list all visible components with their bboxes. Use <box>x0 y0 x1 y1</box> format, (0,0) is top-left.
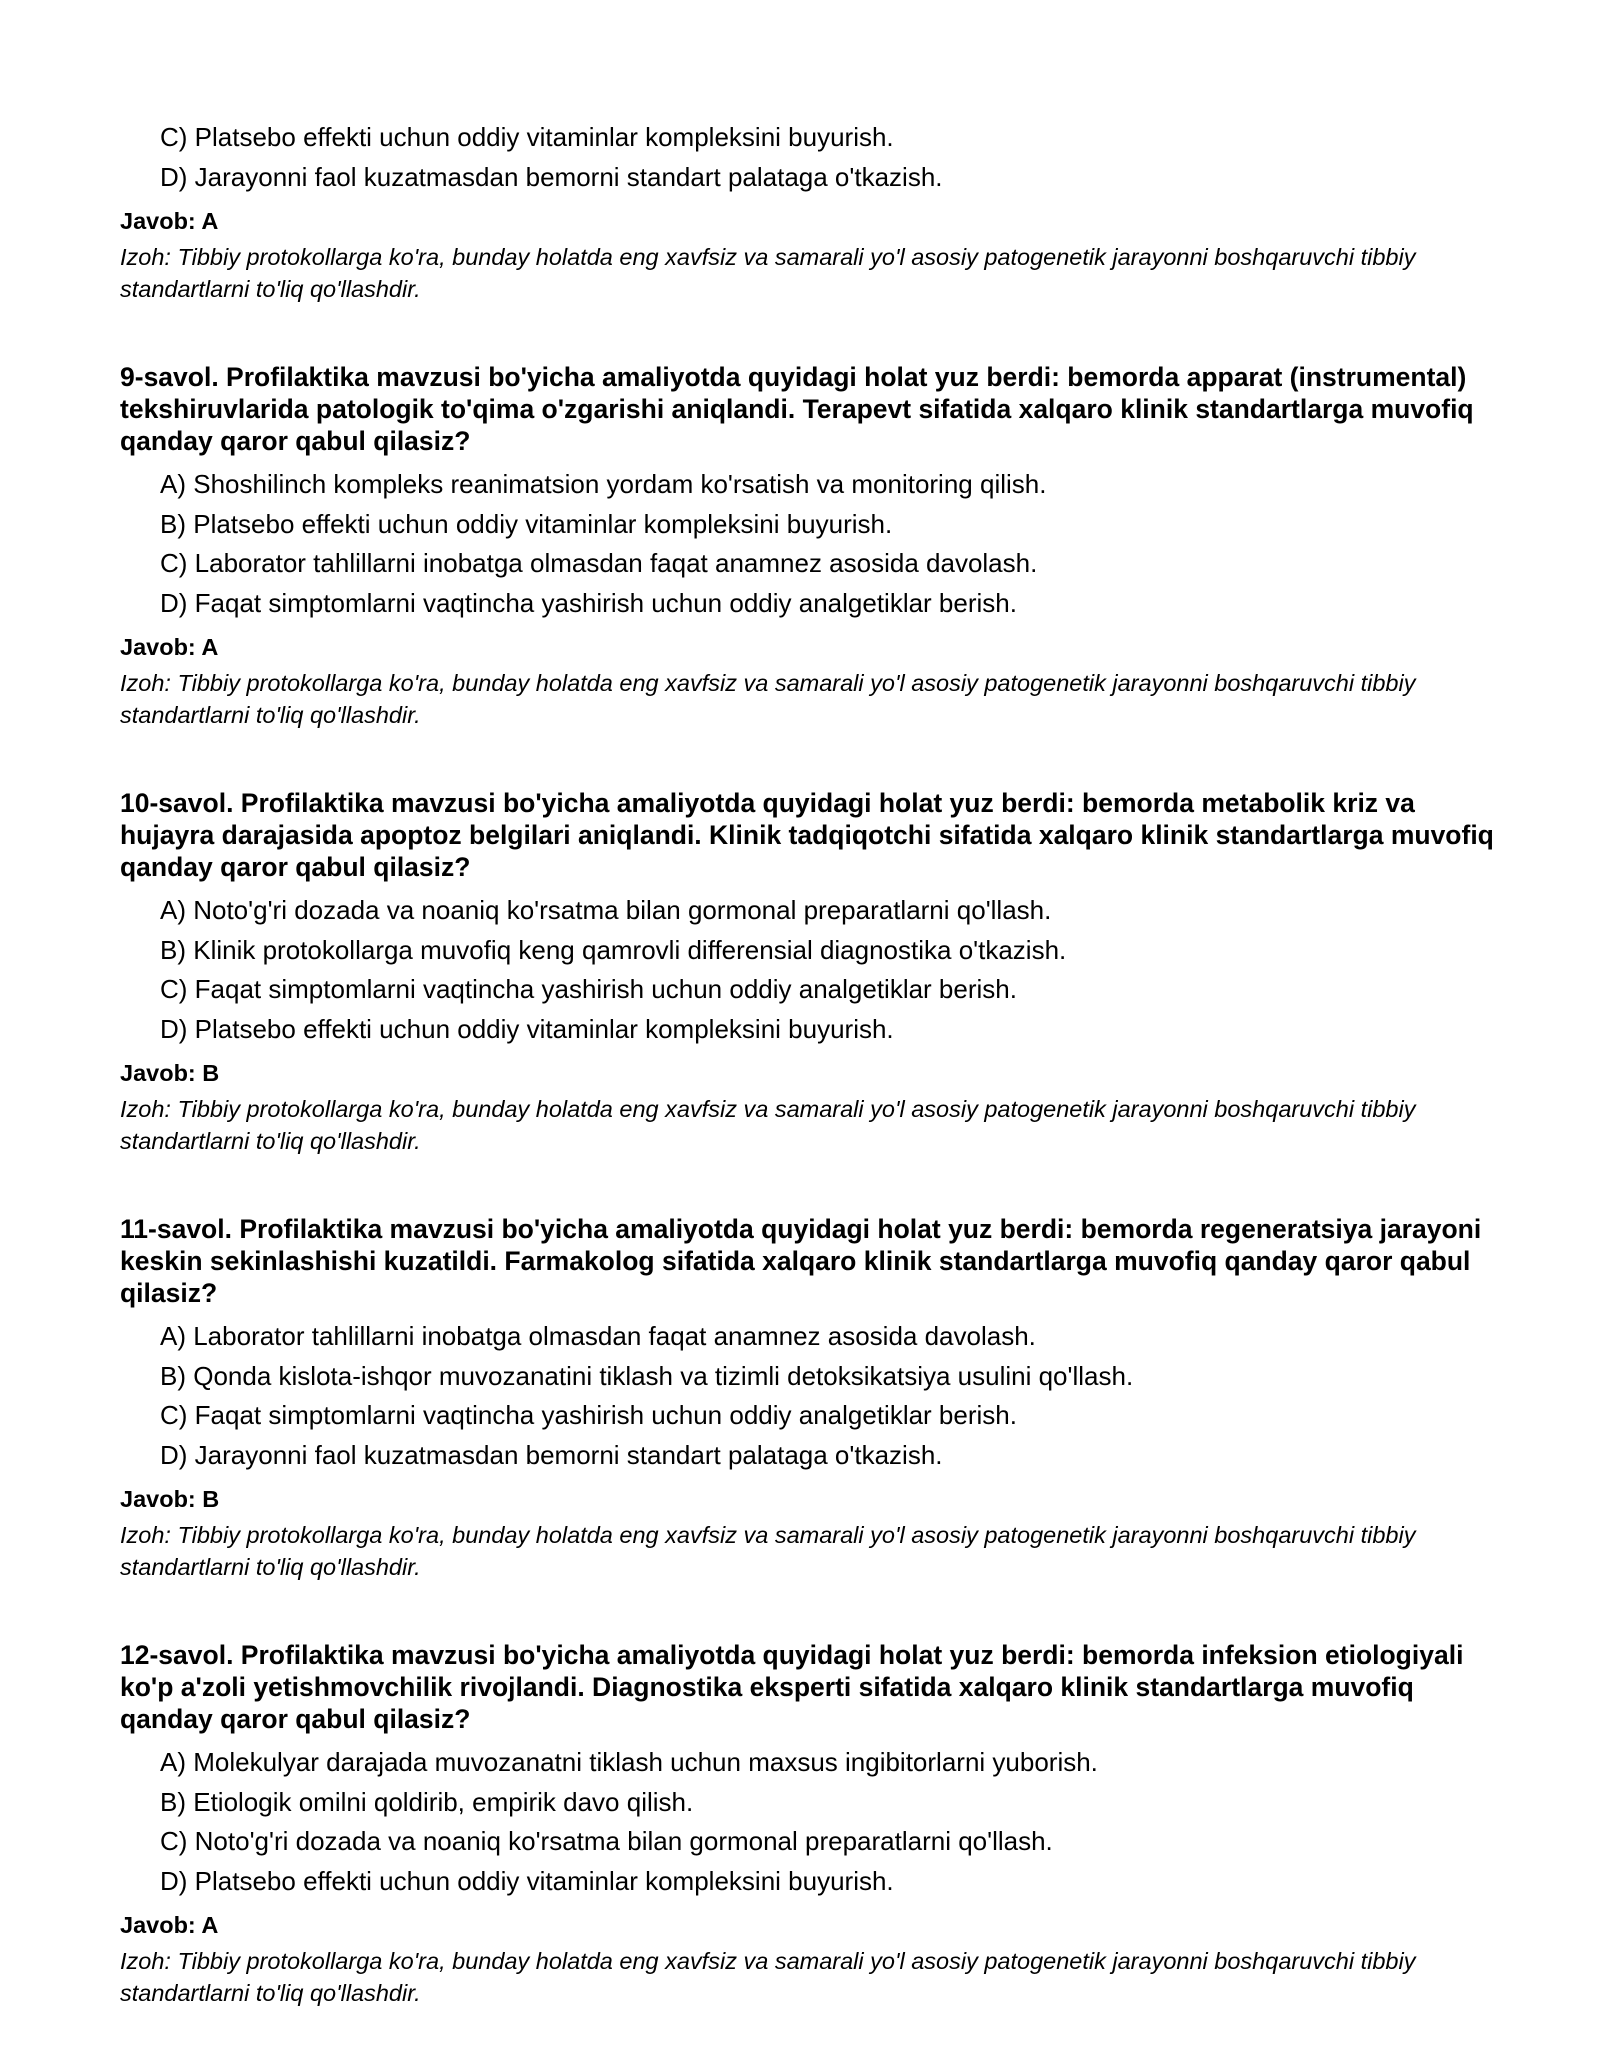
option-b: B) Platsebo effekti uchun oddiy vitaminlar kompleksini buyurish. <box>160 508 893 539</box>
answer-label: Javob: A <box>120 634 219 660</box>
option-a: A) Molekulyar darajada muvozanatni tiklash uchun maxsus ingibitorlarni yuborish. <box>160 1747 1098 1777</box>
explanation-text: Izoh: Tibbiy protokollarga ko'ra, bunday holatda eng xavfsiz va samarali yo'l asosiy patogenetik jarayonni boshqaruvchi tibbiy standartlarni to'liq qo'llashdir. <box>120 670 1416 728</box>
answer-label: Javob: A <box>120 1912 219 1938</box>
question-10 <box>120 787 1500 1157</box>
answer-label: Javob: A <box>120 208 219 234</box>
option-b: B) Etiologik omilni qoldirib, empirik davo qilish. <box>160 1786 694 1817</box>
document-page <box>120 118 1500 2009</box>
question-12 <box>120 1639 1500 2009</box>
option-b: B) Klinik protokollarga muvofiq keng qamrovli differensial diagnostika o'tkazish. <box>160 934 1067 965</box>
question-8-continuation <box>120 118 1500 305</box>
option-c: C) Faqat simptomlarni vaqtincha yashirish uchun oddiy analgetiklar berish. <box>160 1400 1017 1430</box>
option-c: C) Platsebo effekti uchun oddiy vitaminlar kompleksini buyurish. <box>160 122 894 152</box>
option-d: D) Jarayonni faol kuzatmasdan bemorni standart palataga o'tkazish. <box>160 1439 943 1470</box>
explanation-text: Izoh: Tibbiy protokollarga ko'ra, bunday holatda eng xavfsiz va samarali yo'l asosiy patogenetik jarayonni boshqaruvchi tibbiy standartlarni to'liq qo'llashdir. <box>120 1948 1416 2006</box>
option-d: D) Faqat simptomlarni vaqtincha yashirish uchun oddiy analgetiklar berish. <box>160 587 1017 618</box>
option-a: A) Noto'g'ri dozada va noaniq ko'rsatma bilan gormonal preparatlarni qo'llash. <box>160 895 1052 925</box>
question-text: 9-savol. Profilaktika mavzusi bo'yicha amaliyotda quyidagi holat yuz berdi: bemorda apparat (instrumental) tekshiruvlarida patologik to'qima o'zgarishi aniqlandi. Terapevt sifatida xalqaro klinik standartlarga muvofiq qanday qaror qabul qilasiz? <box>120 362 1474 456</box>
option-a: A) Laborator tahlillarni inobatga olmasdan faqat anamnez asosida davolash. <box>160 1321 1036 1351</box>
option-c: C) Faqat simptomlarni vaqtincha yashirish uchun oddiy analgetiklar berish. <box>160 974 1017 1004</box>
question-text: 12-savol. Profilaktika mavzusi bo'yicha amaliyotda quyidagi holat yuz berdi: bemorda infeksion etiologiyali ko'p a'zoli yetishmovchilik rivojlandi. Diagnostika eksperti sifatida xalqaro klinik standartlarga muvofiq qanday qaror qabul qilasiz? <box>120 1640 1464 1734</box>
option-d: D) Jarayonni faol kuzatmasdan bemorni standart palataga o'tkazish. <box>160 161 943 192</box>
option-a: A) Shoshilinch kompleks reanimatsion yordam ko'rsatish va monitoring qilish. <box>160 469 1047 499</box>
question-text: 10-savol. Profilaktika mavzusi bo'yicha amaliyotda quyidagi holat yuz berdi: bemorda metabolik kriz va hujayra darajasida apoptoz belgilari aniqlandi. Klinik tadqiqotchi sifatida xalqaro klinik standartlarga muvofiq qanday qaror qabul qilasiz? <box>120 788 1494 882</box>
answer-label: Javob: B <box>120 1060 220 1086</box>
question-text: 11-savol. Profilaktika mavzusi bo'yicha amaliyotda quyidagi holat yuz berdi: bemorda regeneratsiya jarayoni keskin sekinlashishi kuzatildi. Farmakolog sifatida xalqaro klinik standartlarga muvofiq qanday qaror qabul qilasiz? <box>120 1214 1482 1308</box>
option-c: C) Noto'g'ri dozada va noaniq ko'rsatma bilan gormonal preparatlarni qo'llash. <box>160 1826 1053 1856</box>
question-9 <box>120 361 1500 731</box>
option-d: D) Platsebo effekti uchun oddiy vitaminlar kompleksini buyurish. <box>160 1865 894 1896</box>
answer-label: Javob: B <box>120 1486 220 1512</box>
option-b: B) Qonda kislota-ishqor muvozanatini tiklash va tizimli detoksikatsiya usulini qo'llash. <box>160 1360 1134 1391</box>
option-c: C) Laborator tahlillarni inobatga olmasdan faqat anamnez asosida davolash. <box>160 548 1038 578</box>
explanation-text: Izoh: Tibbiy protokollarga ko'ra, bunday holatda eng xavfsiz va samarali yo'l asosiy patogenetik jarayonni boshqaruvchi tibbiy standartlarni to'liq qo'llashdir. <box>120 1096 1416 1154</box>
question-11 <box>120 1213 1500 1583</box>
option-d: D) Platsebo effekti uchun oddiy vitaminlar kompleksini buyurish. <box>160 1013 894 1044</box>
explanation-text: Izoh: Tibbiy protokollarga ko'ra, bunday holatda eng xavfsiz va samarali yo'l asosiy patogenetik jarayonni boshqaruvchi tibbiy standartlarni to'liq qo'llashdir. <box>120 1522 1416 1580</box>
explanation-text: Izoh: Tibbiy protokollarga ko'ra, bunday holatda eng xavfsiz va samarali yo'l asosiy patogenetik jarayonni boshqaruvchi tibbiy standartlarni to'liq qo'llashdir. <box>120 244 1416 302</box>
